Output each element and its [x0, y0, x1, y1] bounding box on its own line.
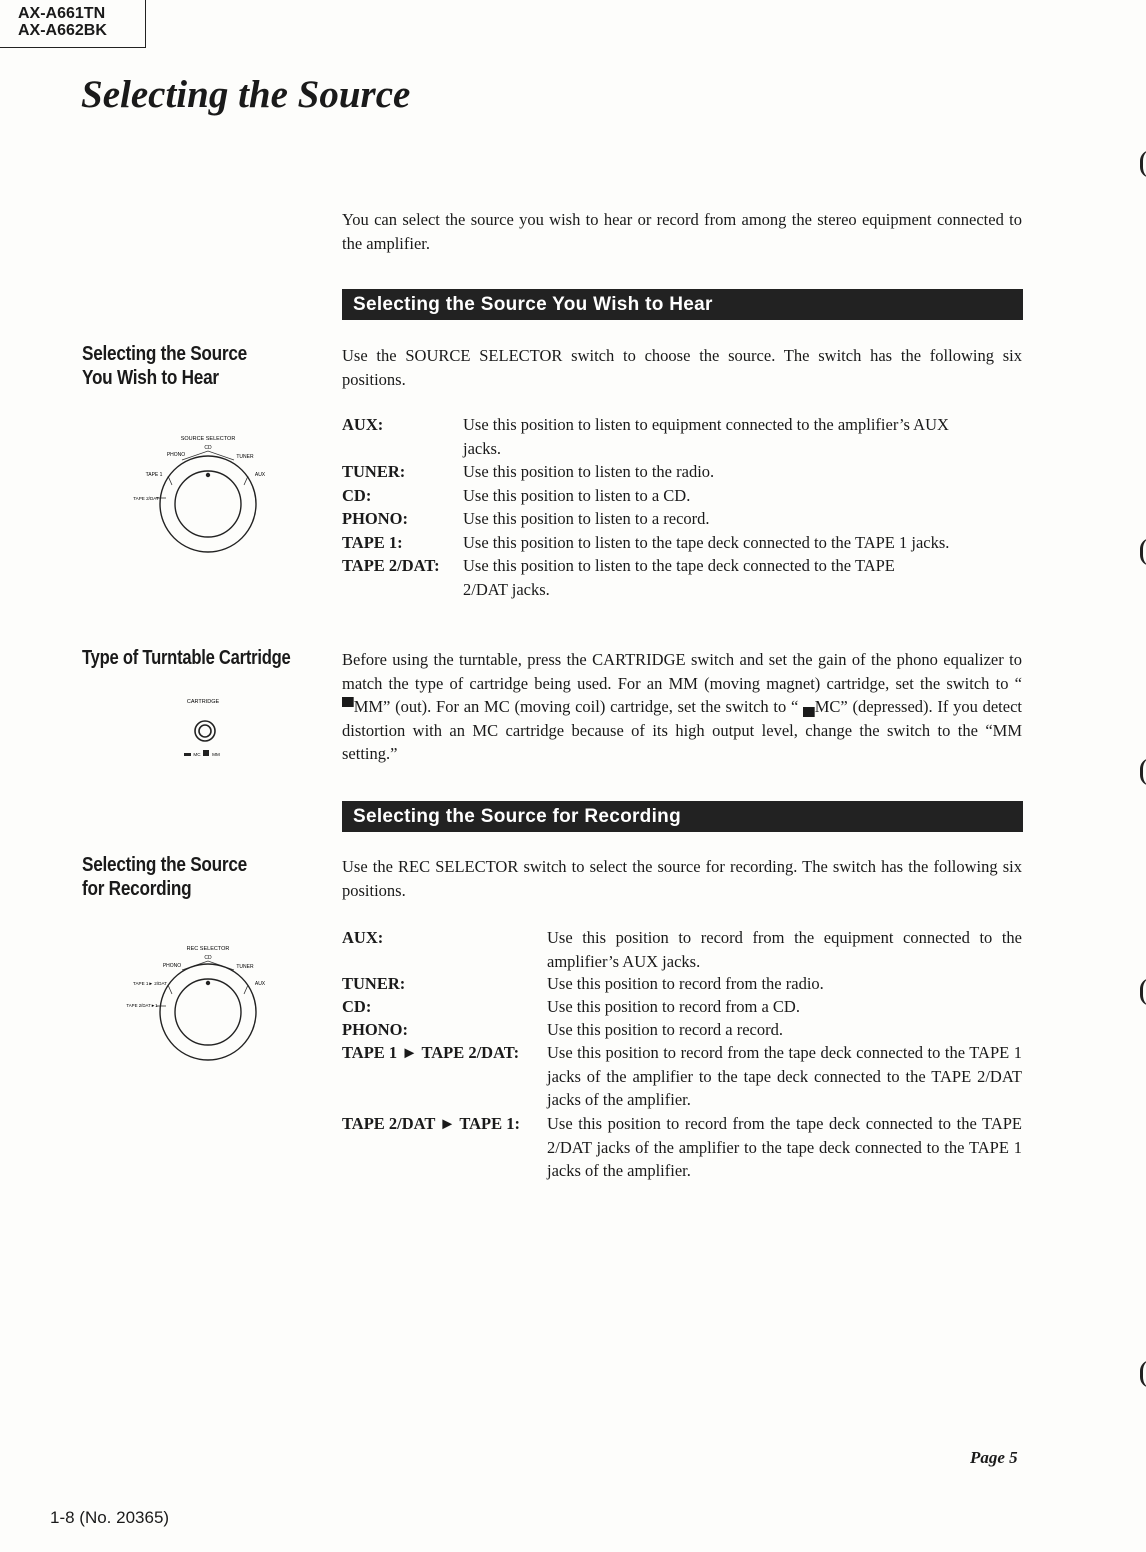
cartridge-button-outer	[195, 721, 215, 741]
selector-knob-inner	[175, 471, 241, 537]
rec-selector-diagram	[120, 940, 280, 1070]
term-tuner: TUNER:	[342, 462, 406, 481]
rec-desc-tape2-to-tape1: Use this position to record from the tape deck connected to the TAPE 2/DAT jacks of the amplifier to the tape deck connected to the TAPE 1 jacks of the amplifier.	[547, 1114, 1022, 1180]
rec-label-phono: PHONO	[162, 963, 182, 969]
side-heading-hear	[82, 342, 247, 390]
rec-desc-phono: Use this position to record a record.	[547, 1020, 783, 1039]
cartridge-label: CARTRIDGE	[186, 699, 220, 705]
label-tape2dat: TAPE 2/DAT	[133, 496, 159, 501]
side-heading-recording-line1: Selecting the Source	[82, 854, 247, 876]
rec-desc-aux: Use this position to record from the equipment connected to the amplifier’s AUX jacks.	[547, 928, 1022, 971]
list-item	[342, 995, 1022, 1019]
source-selector-diagram	[120, 430, 280, 560]
source-selector-title: SOURCE SELECTOR	[180, 436, 236, 442]
mm-mark	[203, 750, 209, 756]
rec-desc-tape1-to-tape2: Use this position to record from the tape deck connected to the TAPE 1 jacks of the amplifier to the tape deck connected to the TAPE 2/DAT jacks of the amplifier.	[547, 1043, 1022, 1109]
desc-cd: Use this position to listen to a CD.	[463, 486, 691, 505]
list-item	[342, 1041, 1022, 1111]
term-tape2dat: TAPE 2/DAT:	[342, 556, 440, 575]
binder-mark	[1140, 978, 1146, 1006]
desc-tape2dat: Use this position to listen to the tape deck connected to the TAPE 2/DAT jacks.	[463, 556, 895, 599]
desc-phono: Use this position to listen to a record.	[463, 509, 710, 528]
rec-desc-cd: Use this position to record from a CD.	[547, 997, 800, 1016]
model-number-box	[0, 0, 146, 48]
document-number: 1-8 (No. 20365)	[50, 1508, 170, 1527]
page-number: Page 5	[970, 1448, 1018, 1467]
rec-knob-inner	[175, 979, 241, 1045]
rec-label-tuner: TUNER	[236, 964, 254, 970]
list-item	[342, 972, 1022, 996]
binder-mark	[1140, 758, 1146, 786]
list-item	[342, 460, 1022, 484]
list-item	[342, 484, 1022, 508]
cartridge-button-inner	[199, 725, 211, 737]
page-title: Selecting the Source	[81, 73, 411, 116]
rec-term-tape2-to-tape1: TAPE 2/DAT ► TAPE 1:	[342, 1114, 520, 1133]
cartridge-paragraph: Before using the turntable, press the CARTRIDGE switch and set the gain of the phono equalizer to match the type of cartridge being used. For an MM (moving magnet) cartridge, set the switch to “ ▀MM” (out). For an MC (moving coil) cartridge, set the switch to “ ▄MC” (depressed). If you detect distortion with an MC cartridge because of its high output level, change the switch to the “MM setting.”	[342, 650, 1022, 763]
rec-label-tape2dat: TAPE 2/DAT►1	[126, 1003, 158, 1008]
list-item	[342, 1112, 1022, 1182]
list-item	[342, 926, 1022, 973]
knob-indicator-dot	[206, 473, 210, 477]
model-number-2: AX-A662BK	[18, 22, 107, 39]
list-item	[342, 554, 1022, 601]
desc-aux: Use this position to listen to equipment connected to the amplifier’s AUX jacks.	[463, 415, 949, 458]
term-cd: CD:	[342, 486, 372, 505]
mc-label: MC	[193, 752, 201, 757]
rec-term-cd: CD:	[342, 997, 372, 1016]
label-cd: CD	[204, 445, 212, 451]
binder-mark	[1140, 538, 1146, 566]
section-bar-hear: Selecting the Source You Wish to Hear	[342, 289, 1023, 320]
rec-label-aux: AUX	[254, 981, 266, 987]
section-bar-recording: Selecting the Source for Recording	[342, 801, 1023, 832]
rec-desc-tuner: Use this position to record from the radio.	[547, 974, 824, 993]
model-number-1: AX-A661TN	[18, 5, 106, 22]
label-aux: AUX	[254, 472, 266, 478]
rec-term-tuner: TUNER:	[342, 974, 406, 993]
label-tape1: TAPE 1	[145, 472, 163, 478]
rec-term-tape1-to-tape2: TAPE 1 ► TAPE 2/DAT:	[342, 1043, 520, 1062]
rec-knob-indicator-dot	[206, 981, 210, 985]
side-heading-hear-line2: You Wish to Hear	[82, 367, 219, 389]
side-heading-cartridge: Type of Turntable Cartridge	[82, 647, 291, 669]
side-heading-recording	[82, 853, 247, 901]
list-item	[342, 1018, 1022, 1042]
desc-tape1: Use this position to listen to the tape deck connected to the TAPE 1 jacks.	[463, 533, 950, 552]
intro-paragraph: You can select the source you wish to hear or record from among the stereo equipment connected to the amplifier.	[342, 210, 1022, 253]
mm-label: MM	[212, 752, 220, 757]
binder-mark	[1140, 150, 1146, 178]
cartridge-switch-diagram	[170, 693, 240, 770]
mc-mark	[184, 753, 191, 756]
rec-term-phono: PHONO:	[342, 1020, 408, 1039]
hear-paragraph: Use the SOURCE SELECTOR switch to choose the source. The switch has the following six positions.	[342, 346, 1022, 389]
term-tape1: TAPE 1:	[342, 533, 403, 552]
list-item	[342, 507, 1022, 531]
term-aux: AUX:	[342, 415, 384, 434]
term-phono: PHONO:	[342, 509, 408, 528]
label-tuner: TUNER	[236, 454, 254, 460]
rec-selector-title: REC SELECTOR	[186, 946, 230, 952]
recording-paragraph: Use the REC SELECTOR switch to select the source for recording. The switch has the following six positions.	[342, 857, 1022, 900]
side-heading-recording-line2: for Recording	[82, 878, 192, 900]
side-heading-hear-line1: Selecting the Source	[82, 343, 247, 365]
rec-label-tape1: TAPE 1► 2/DAT	[133, 981, 167, 986]
desc-tuner: Use this position to listen to the radio.	[463, 462, 715, 481]
label-phono: PHONO	[166, 452, 186, 458]
rec-term-aux: AUX:	[342, 928, 384, 947]
binder-mark	[1140, 1360, 1146, 1388]
list-item	[342, 531, 1022, 555]
rec-label-cd: CD	[204, 955, 212, 961]
list-item	[342, 413, 1022, 460]
